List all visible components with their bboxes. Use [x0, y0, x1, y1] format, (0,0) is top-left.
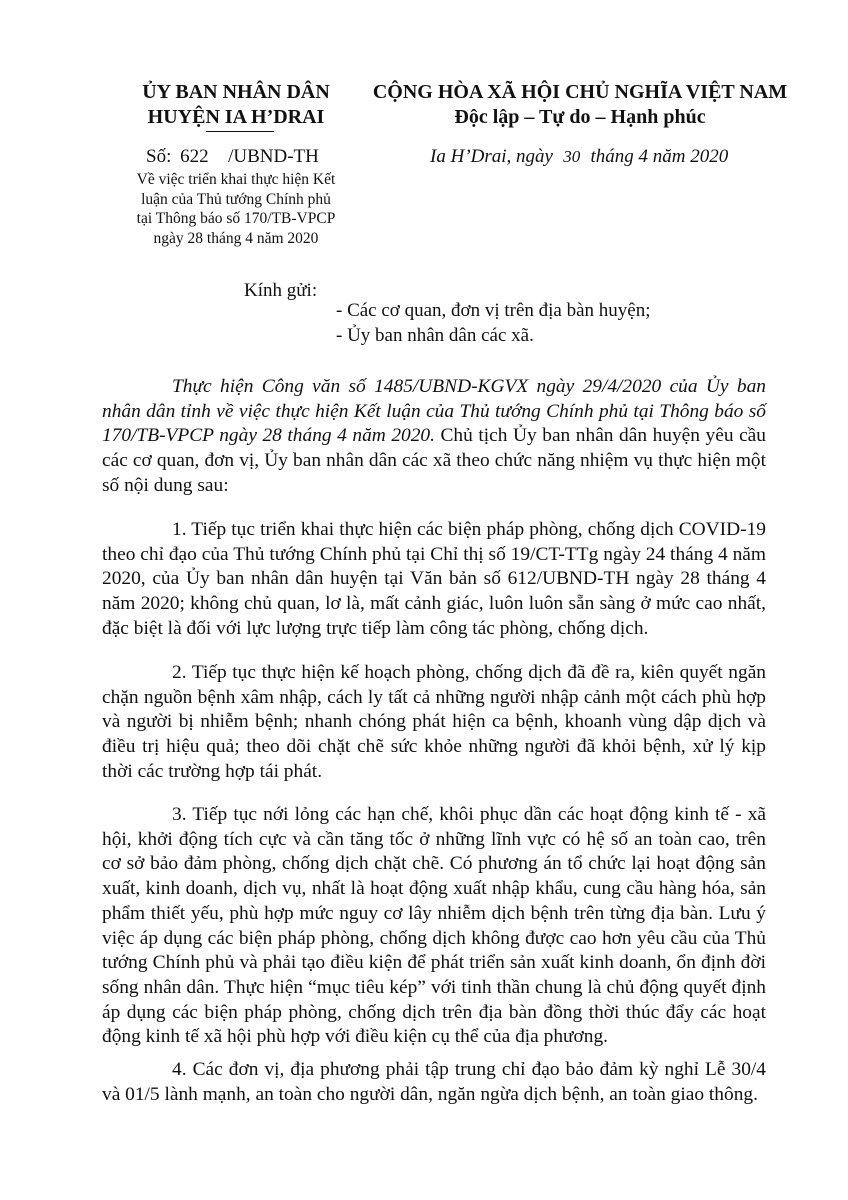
motto-line: Độc lập – Tự do – Hạnh phúc	[454, 106, 706, 128]
nation-name: CỘNG HÒA XÃ HỘI CHỦ NGHĨA VIỆT NAM	[372, 81, 788, 103]
date-place-prefix: Ia H’Drai, ngày	[430, 146, 553, 167]
document-date	[430, 146, 728, 168]
intro-paragraph	[102, 375, 766, 499]
national-motto	[360, 80, 800, 130]
doc-number-prefix: Số:	[146, 146, 172, 167]
item-1-paragraph: 1. Tiếp tục triển khai thực hiện các biện pháp phòng, chống dịch COVID-19 theo chỉ đạo của Thủ tướng Chính phủ tại Chỉ thị số 19/CT-TTg ngày 24 tháng 4 năm 2020, của Ủy ban nhân dân huyện tại Văn bản số 612/UBND-TH ngày 28 tháng 4 năm 2020; không chủ quan, lơ là, mất cảnh giác, luôn luôn sẵn sàng ở mức cao nhất, đặc biệt là đối với lực lượng trực tiếp làm công tác phòng, chống dịch.	[102, 519, 766, 639]
item-2-paragraph: 2. Tiếp tục thực hiện kế hoạch phòng, chống dịch đã đề ra, kiên quyết ngăn chặn nguồn bệnh xâm nhập, cách ly tất cả những người nhập cảnh một cách phù hợp và người bị nhiễm bệnh; nhanh chóng phát hiện ca bệnh, khoanh vùng dập dịch và điều trị hiệu quả; theo dõi chặt chẽ sức khỏe những người đã khỏi bệnh, xử lý kịp thời các trường hợp tái phát.	[102, 662, 766, 782]
doc-number-suffix: /UBND-TH	[228, 146, 319, 167]
date-rest: tháng 4 năm 2020	[590, 146, 729, 167]
recipient-item-2: - Ủy ban nhân dân các xã.	[336, 325, 534, 346]
document-subject: Về việc triển khai thực hiện Kết luận của Thủ tướng Chính phủ tại Thông báo số 170/TB-VPCP ngày 28 tháng 4 năm 2020	[136, 171, 336, 247]
recipient-item-1: - Các cơ quan, đơn vị trên địa bàn huyện;	[336, 300, 651, 321]
date-day: 30	[563, 147, 581, 166]
doc-number-value: 622	[180, 146, 209, 167]
agency-underline	[206, 131, 274, 132]
issuing-agency	[128, 80, 344, 130]
item-3-paragraph: 3. Tiếp tục nới lỏng các hạn chế, khôi phục dần các hoạt động kinh tế - xã hội, khởi động tích cực và cần tăng tốc ở những lĩnh vực có hệ số an toàn cao, trên cơ sở bảo đảm phòng, chống dịch chặt chẽ. Có phương án tổ chức lại hoạt động sản xuất, kinh doanh, dịch vụ, nhất là hoạt động xuất nhập khẩu, cung cầu hàng hóa, sản phẩm thiết yếu, phù hợp mức nguy cơ lây nhiễm dịch bệnh trên từng địa bàn. Lưu ý việc áp dụng các biện pháp phòng, chống dịch không được cao hơn yêu cầu của Thủ tướng Chính phủ và phải tạo điều kiện để phát triển sản xuất kinh doanh, ổn định đời sống nhân dân. Thực hiện “mục tiêu kép” với tinh thần chung là chủ động quyết định áp dụng các biện pháp phòng, chống dịch trên địa bàn đồng thời thúc đẩy các hoạt động kinh tế xã hội phù hợp với điều kiện cụ thể của địa phương.	[102, 804, 766, 1048]
recipients-label: Kính gửi:	[244, 280, 318, 301]
intro-italic-text: Thực hiện Công văn số 1485/UBND-KGVX ngày 29/4/2020 của Ủy ban nhân dân tỉnh về việc thực hiện Kết luận của Thủ tướng Chính phủ tại Thông báo số 170/TB-VPCP ngày 28 tháng 4 năm 2020.	[102, 376, 766, 447]
intro-normal-text: Chủ tịch Ủy ban nhân dân huyện yêu cầu các cơ quan, đơn vị, Ủy ban nhân dân các xã theo chức năng nhiệm vụ thực hiện một số nội dung sau:	[102, 425, 766, 496]
agency-name-line1: ỦY BAN NHÂN DÂN	[142, 81, 330, 103]
document-number	[146, 146, 319, 168]
item-4-paragraph: 4. Các đơn vị, địa phương phải tập trung chỉ đạo bảo đảm kỳ nghỉ Lễ 30/4 và 01/5 lành mạnh, an toàn cho người dân, ngăn ngừa dịch bệnh, an toàn giao thông.	[102, 1059, 766, 1105]
agency-name-line2: HUYỆN IA H’DRAI	[147, 106, 325, 128]
